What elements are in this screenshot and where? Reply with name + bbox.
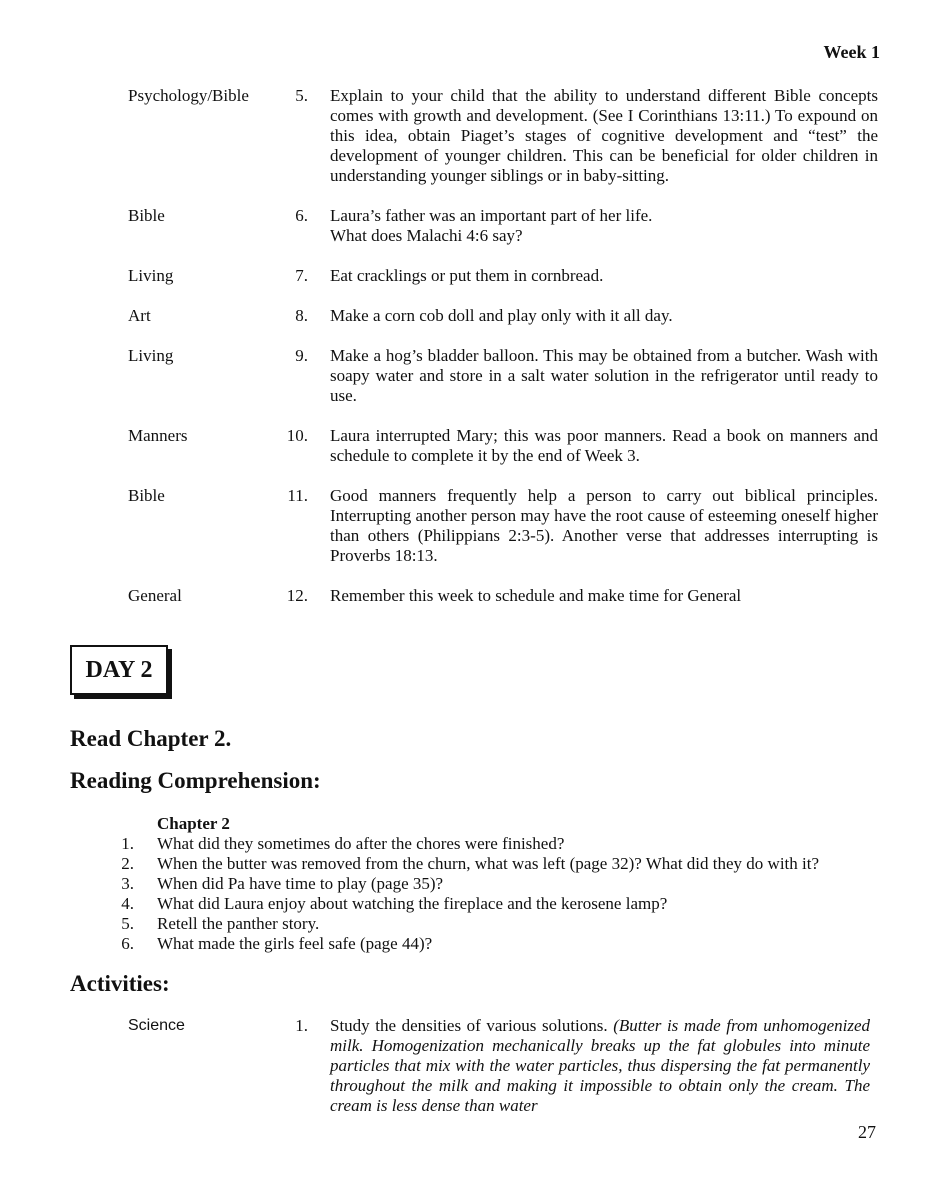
- activity-subject: General: [128, 586, 182, 605]
- activity-number: 1.: [295, 1016, 308, 1035]
- activity-row: [128, 346, 878, 406]
- day-box: DAY 2: [70, 645, 168, 695]
- question-item: [108, 934, 888, 954]
- activity-row: [128, 306, 878, 326]
- activity-text: Remember this week to schedule and make time for General: [330, 586, 742, 605]
- page-number: 27: [858, 1122, 876, 1142]
- activity-text: Make a hog’s bladder balloon. This may be obtained from a butcher. Wash with soapy water and store in a salt water solution in the refrigerator until ready to use.: [330, 346, 878, 405]
- activity-number: 5.: [295, 86, 308, 105]
- activity-row: [128, 266, 878, 286]
- comprehension-heading: Reading Comprehension:: [70, 768, 321, 793]
- question-text: What did they sometimes do after the chores were finished?: [157, 834, 565, 853]
- activity-number: 8.: [295, 306, 308, 325]
- activity-text: Make a corn cob doll and play only with it all day.: [330, 306, 673, 325]
- activity-row: [128, 586, 878, 606]
- question-text: What made the girls feel safe (page 44)?: [157, 934, 433, 953]
- question-number: 2.: [121, 854, 134, 873]
- week-header: Week 1: [823, 42, 880, 62]
- activity-subject: Manners: [128, 426, 188, 445]
- comprehension-block: [108, 814, 888, 954]
- question-number: 1.: [121, 834, 134, 853]
- science-text-plain: Study the densities of various solutions.: [330, 1016, 614, 1035]
- activity-subject: Living: [128, 266, 174, 285]
- activity-subject: Art: [128, 306, 151, 325]
- science-activity-row: [128, 1016, 870, 1116]
- activity-text: Laura interrupted Mary; this was poor manners. Read a book on manners and schedule to complete it by the end of Week 3.: [330, 426, 878, 465]
- activity-subject: Psychology/Bible: [128, 86, 249, 105]
- science-text-italic: (Butter is made from unhomogenized milk. Homogenization mechanically breaks up the fat globules into minute particles that mix with the water particles, thus dispersing the fat permanently throughout the milk and making it impossible to obtain only the cream. The cream is less dense than water: [330, 1016, 870, 1115]
- activity-subject: Bible: [128, 486, 165, 505]
- activity-subject: Bible: [128, 206, 165, 225]
- question-text: Retell the panther story.: [157, 914, 320, 933]
- activity-subject: Science: [128, 1017, 185, 1034]
- activity-text: [308, 1016, 870, 1116]
- question-item: [108, 914, 888, 934]
- activity-text: Explain to your child that the ability to understand different Bible concepts comes with growth and development. (See I Corinthians 13:11.) To expound on this idea, obtain Piaget’s stages of cognitive development and “test” the development of younger children. This can be beneficial for older children in understanding younger siblings or in baby-sitting.: [330, 86, 878, 185]
- activity-text: Laura’s father was an important part of her life. What does Malachi 4:6 say?: [330, 206, 653, 245]
- question-item: [108, 874, 888, 894]
- activity-text: Eat cracklings or put them in cornbread.: [330, 266, 604, 285]
- activity-number: 9.: [295, 346, 308, 365]
- question-number: 6.: [121, 934, 134, 953]
- activity-number: 11.: [287, 486, 308, 505]
- activity-text: Good manners frequently help a person to carry out biblical principles. Interrupting another person may have the root cause of esteeming oneself higher than others (Philippians 2:3-5). Another verse that addresses interrupting is Proverbs 18:13.: [330, 486, 878, 565]
- activity-list: [128, 86, 878, 606]
- activity-row: [128, 426, 878, 466]
- activity-row: [128, 86, 878, 186]
- question-text: When did Pa have time to play (page 35)?: [157, 874, 444, 893]
- chapter-label: Chapter 2: [157, 814, 230, 833]
- question-text: What did Laura enjoy about watching the fireplace and the kerosene lamp?: [157, 894, 668, 913]
- activity-number: 6.: [295, 206, 308, 225]
- activity-row: [128, 206, 878, 246]
- question-item: [108, 834, 888, 854]
- activity-subject: Living: [128, 346, 174, 365]
- question-number: 5.: [121, 914, 134, 933]
- question-number: 4.: [121, 894, 134, 913]
- question-item: [108, 894, 888, 914]
- question-text: When the butter was removed from the churn, what was left (page 32)? What did they do with it?: [157, 854, 820, 873]
- activity-number: 10.: [286, 426, 308, 445]
- activity-number: 7.: [295, 266, 308, 285]
- activity-row: [128, 486, 878, 566]
- activity-number: 12.: [286, 586, 308, 605]
- activities-heading: Activities:: [70, 971, 170, 996]
- question-number: 3.: [121, 874, 134, 893]
- reading-heading: Read Chapter 2.: [70, 726, 232, 751]
- question-item: [108, 854, 888, 874]
